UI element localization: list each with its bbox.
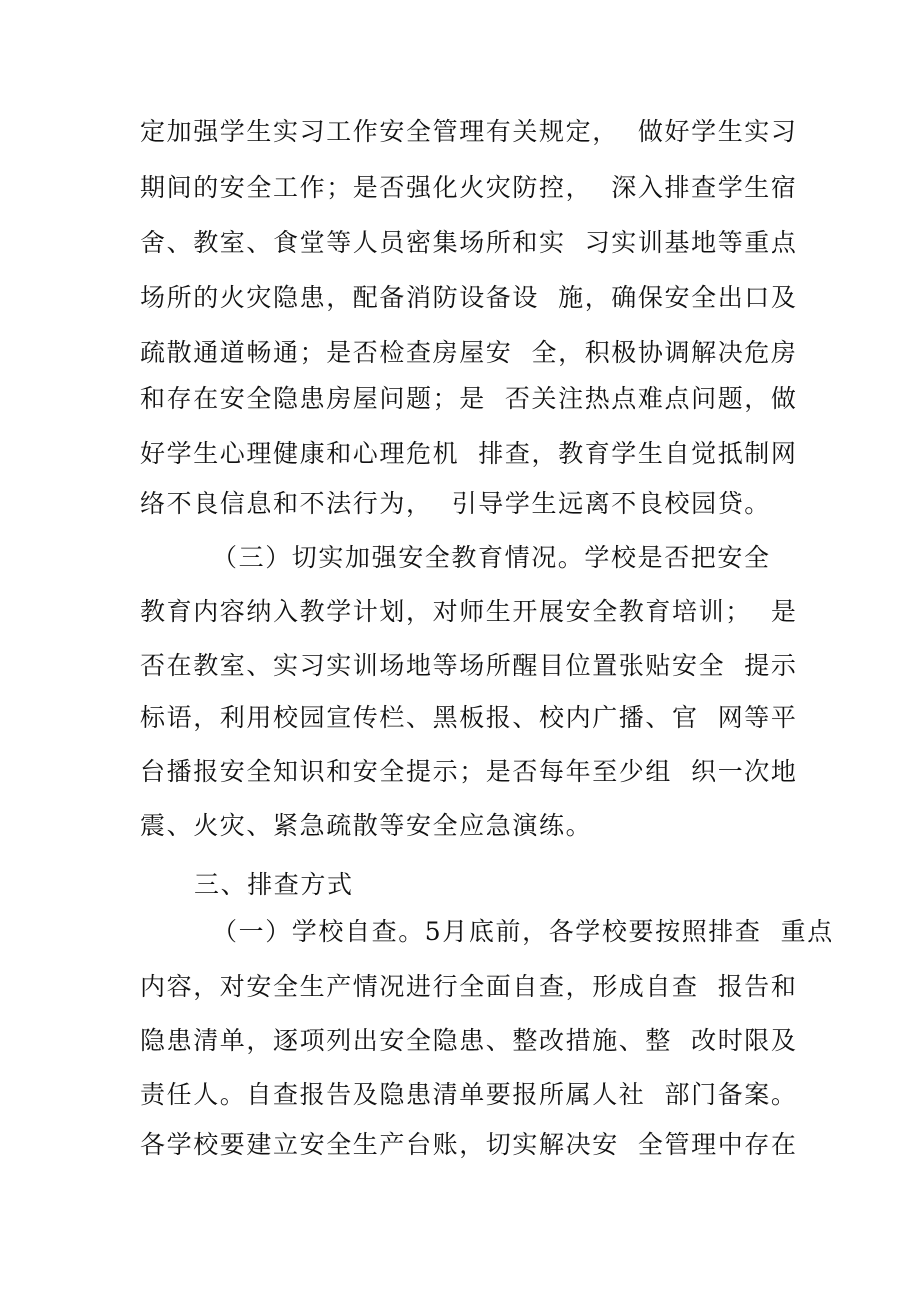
text-line-18: 隐患清单，逐项列出安全隐患、整改措施、整 改时限及 — [140, 1026, 798, 1055]
text-line-2: 期间的安全工作；是否强化火灾防控， 深入排查学生宿 — [140, 173, 798, 202]
text-line-7: 好学生心理健康和心理危机 排查，教育学生自觉抵制网 — [140, 439, 798, 468]
text-line-4: 场所的火灾隐患，配备消防设备设 施，确保安全出口及 — [140, 283, 798, 312]
text-line-5: 疏散通道畅通；是否检查房屋安 全，积极协调解决危房 — [140, 338, 798, 367]
text-line-16: （一）学校自查。5月底前，各学校要按照排查 重点 — [212, 917, 834, 946]
text-line-20: 各学校要建立安全生产台账，切实解决安 全管理中存在 — [140, 1130, 798, 1159]
text-line-19: 责任人。自查报告及隐患清单要报所属人社 部门备案。 — [140, 1080, 798, 1109]
text-line-9: （三）切实加强安全教育情况。学校是否把安全 — [212, 543, 771, 572]
text-line-1: 定加强学生实习工作安全管理有关规定， 做好学生实习 — [140, 117, 798, 146]
text-line-14: 震、火灾、紧急疏散等安全应急演练。 — [140, 811, 593, 840]
text-line-3: 舍、教室、食堂等人员密集场所和实 习实训基地等重点 — [140, 228, 798, 257]
text-line-13: 台播报安全知识和安全提示；是否每年至少组 织一次地 — [140, 757, 798, 786]
text-line-8: 络不良信息和不法行为， 引导学生远离不良校园贷。 — [140, 489, 771, 518]
text-line-10: 教育内容纳入教学计划，对师生开展安全教育培训； 是 — [140, 597, 798, 626]
text-line-6: 和存在安全隐患房屋问题；是 否关注热点难点问题，做 — [140, 384, 798, 413]
section-heading: 三、排查方式 — [194, 870, 354, 899]
text-line-17: 内容，对安全生产情况进行全面自查，形成自查 报告和 — [140, 972, 798, 1001]
text-line-11: 否在教室、实习实训场地等场所醒目位置张贴安全 提示 — [140, 651, 798, 680]
text-line-12: 标语，利用校园宣传栏、黑板报、校内广播、官 网等平 — [140, 703, 798, 732]
